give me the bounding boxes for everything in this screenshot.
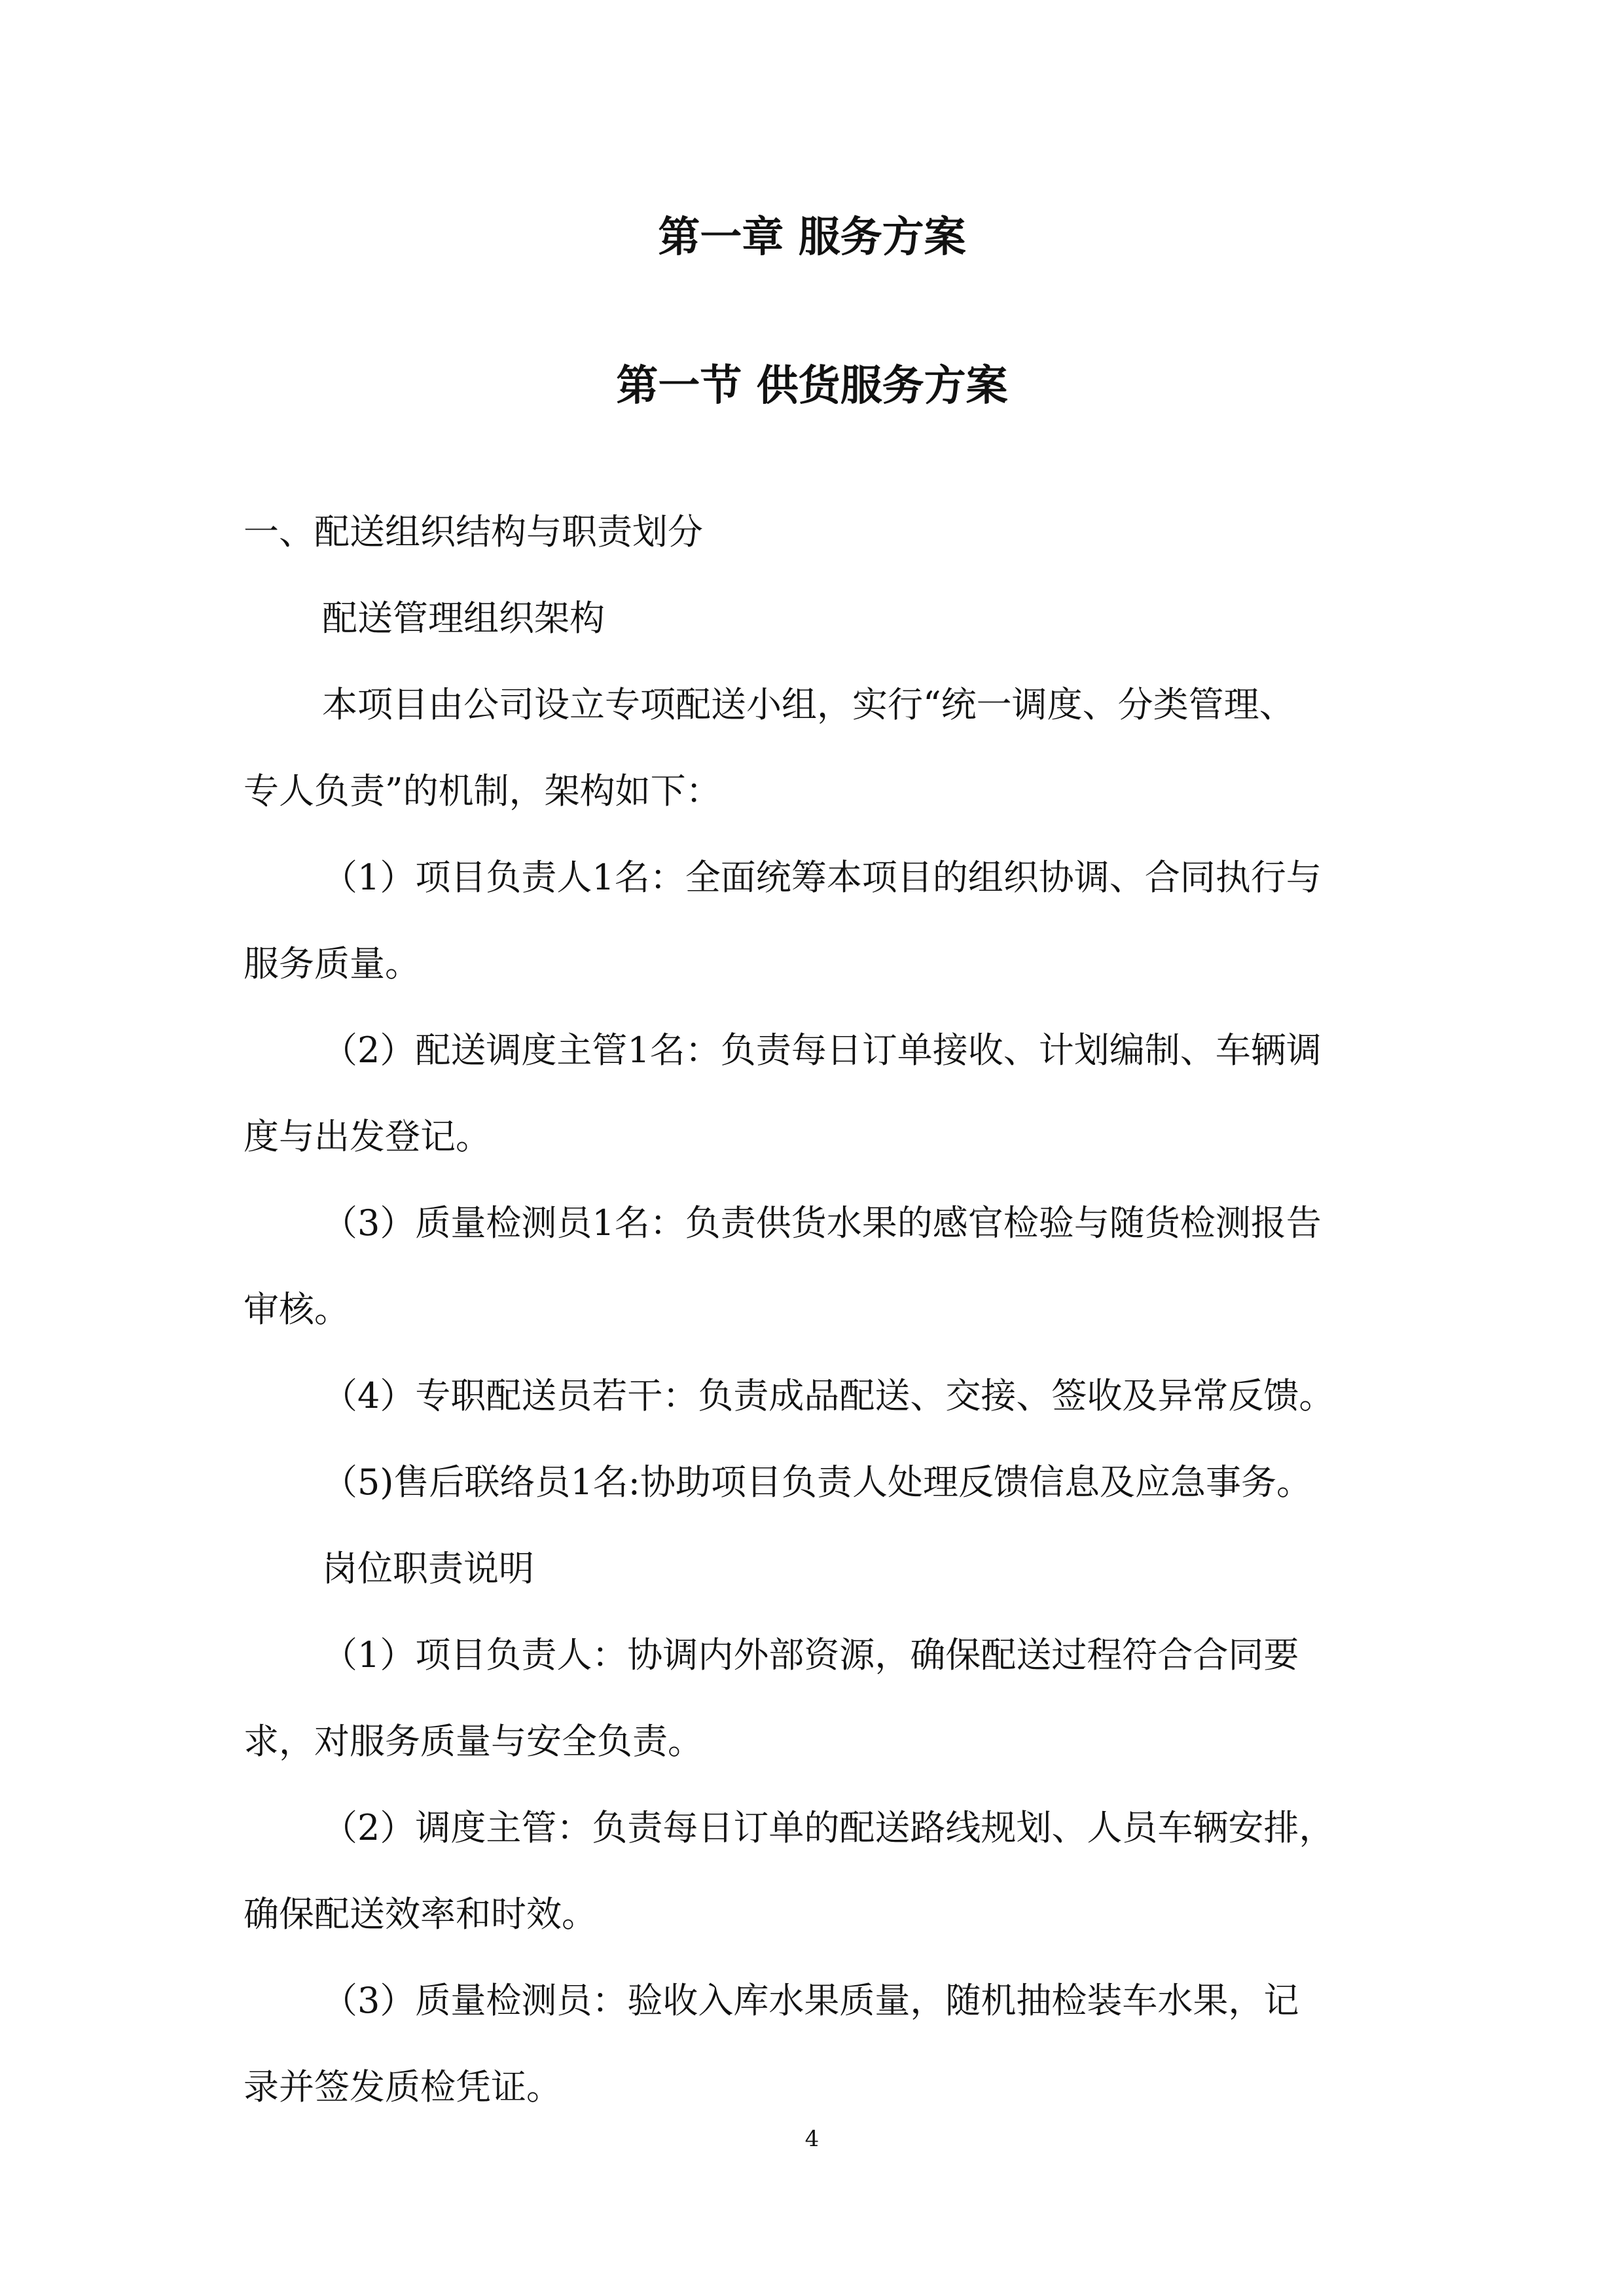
list-item-line: 服务质量。 <box>244 943 420 984</box>
list-item-line: （1）项目负责人：协调内外部资源，确保配送过程符合合同要 <box>322 1634 1299 1676</box>
list-item-line: （2）配送调度主管1名：负责每日订单接收、计划编制、车辆调 <box>322 1030 1322 1071</box>
paragraph-line: 本项目由公司设立专项配送小组，实行“统一调度、分类管理、 <box>322 684 1295 725</box>
paragraph-heading: 岗位职责说明 <box>322 1548 534 1589</box>
body-text <box>244 507 1382 2149</box>
list-item-line: （2）调度主管：负责每日订单的配送路线规划、人员车辆安排， <box>322 1807 1335 1848</box>
chapter-title: 第一章 服务方案 <box>658 213 966 262</box>
list-item-line: 度与出发登记。 <box>244 1116 491 1157</box>
section-title: 第一节 供货服务方案 <box>616 361 1008 410</box>
list-item-line: （1）项目负责人1名：全面统筹本项目的组织协调、合同执行与 <box>322 857 1322 898</box>
list-item-line: （4）专职配送员若干：负责成品配送、交接、签收及异常反馈。 <box>322 1375 1335 1416</box>
paragraph-line: 专人负责”的机制，架构如下： <box>244 770 721 812</box>
list-item-line: （5)售后联络员1名:协助项目负责人处理反馈信息及应急事务。 <box>322 1462 1312 1503</box>
paragraph-heading: 配送管理组织架构 <box>322 598 605 639</box>
list-item-line: （3）质量检测员1名：负责供货水果的感官检验与随货检测报告 <box>322 1202 1322 1244</box>
list-item-line: 审核。 <box>244 1289 350 1330</box>
list-item-line: 求，对服务质量与安全负责。 <box>244 1721 703 1762</box>
list-item-line: 录并签发质检凭证。 <box>244 2066 562 2108</box>
list-item-line: （3）质量检测员：验收入库水果质量，随机抽检装车水果，记 <box>322 1980 1299 2021</box>
page-number: 4 <box>804 2126 820 2152</box>
subsection-heading: 一、配送组织结构与职责划分 <box>244 511 703 552</box>
list-item-line: 确保配送效率和时效。 <box>244 1893 597 1935</box>
